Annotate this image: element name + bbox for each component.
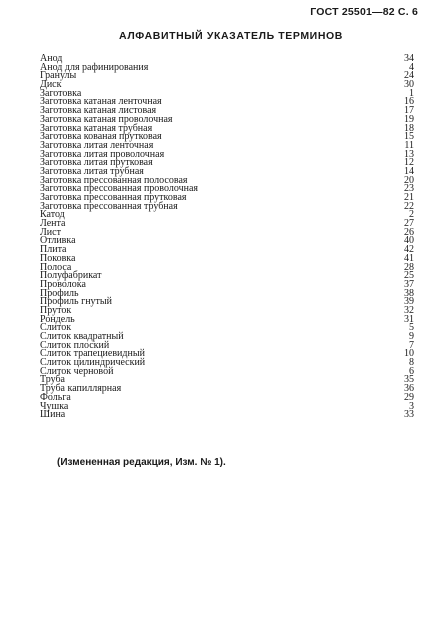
term-page-number: 14 — [404, 165, 414, 177]
term-page-number: 13 — [404, 148, 414, 160]
term-name: Заготовка литая ленточная — [40, 139, 154, 151]
term-page-number: 11 — [404, 139, 414, 151]
term-page-number: 18 — [404, 122, 414, 134]
term-row — [40, 200, 414, 212]
term-name: Пруток — [40, 304, 72, 316]
term-name: Труба — [40, 374, 65, 386]
term-name: Шина — [40, 409, 66, 421]
term-page-number: 5 — [409, 322, 414, 334]
term-page-number: 1 — [409, 87, 414, 99]
term-name: Катод — [40, 209, 65, 221]
term-page-number: 24 — [404, 70, 414, 82]
term-page-number: 29 — [404, 391, 414, 403]
term-name: Слиток плоский — [40, 339, 110, 351]
index-title: АЛФАВИТНЫЙ УКАЗАТЕЛЬ ТЕРМИНОВ — [119, 30, 343, 42]
amendment-note: (Измененная редакция, Изм. № 1). — [57, 457, 226, 468]
term-name: Заготовка литая трубная — [40, 165, 144, 177]
term-row — [40, 220, 414, 229]
term-row — [40, 211, 414, 220]
term-name: Анод для рафинирования — [40, 61, 149, 73]
term-row — [40, 313, 414, 325]
term-name: Профиль — [40, 287, 79, 299]
page-header-standard: ГОСТ 25501—82 С. 6 — [310, 6, 418, 18]
term-page-number: 15 — [404, 131, 414, 143]
term-name: Заготовка — [40, 87, 82, 99]
term-row — [40, 411, 414, 420]
term-page-number: 12 — [404, 157, 414, 169]
term-row — [40, 237, 414, 246]
term-name: Слиток — [40, 322, 72, 334]
term-row — [40, 246, 414, 255]
term-name: Заготовка катаная листовая — [40, 105, 157, 117]
term-row — [40, 272, 414, 281]
term-name: Слиток квадратный — [40, 331, 124, 342]
term-name: Заготовка прессованная проволочная — [40, 183, 198, 195]
term-page-number: 7 — [409, 339, 414, 351]
term-page-number: 6 — [409, 365, 414, 377]
term-name: Проволока — [40, 278, 86, 290]
term-row — [40, 298, 414, 307]
term-name: Поковка — [40, 252, 76, 264]
term-page-number: 16 — [404, 96, 414, 108]
term-page-number: 26 — [404, 226, 414, 238]
term-page-number: 40 — [404, 235, 414, 247]
term-page-number: 27 — [404, 218, 414, 230]
term-page-number: 22 — [404, 200, 414, 212]
term-page-number: 17 — [404, 105, 414, 117]
term-page-number: 21 — [404, 192, 414, 203]
term-name: Чушка — [40, 400, 69, 412]
term-page-number: 36 — [404, 383, 414, 395]
term-page-number: 42 — [404, 244, 414, 256]
term-name: Профиль гнутый — [40, 296, 112, 308]
term-list — [40, 55, 414, 420]
term-page-number: 33 — [404, 409, 414, 421]
term-row — [40, 81, 414, 90]
term-name: Полуфабрикат — [40, 270, 102, 282]
term-name: Заготовка прессованная трубная — [40, 200, 178, 212]
term-name: Фольга — [40, 391, 71, 403]
term-page-number: 4 — [409, 61, 414, 73]
term-page-number: 20 — [404, 174, 414, 186]
term-page-number: 9 — [409, 331, 414, 342]
term-row — [40, 385, 414, 394]
term-row — [40, 391, 414, 403]
term-page-number: 2 — [409, 209, 414, 221]
term-name: Слиток цилиндрический — [40, 357, 146, 369]
term-page-number: 32 — [404, 304, 414, 316]
term-name: Рондель — [40, 313, 75, 325]
term-page-number: 30 — [404, 79, 414, 91]
term-row — [40, 226, 414, 238]
term-page-number: 39 — [404, 296, 414, 308]
term-row — [40, 252, 414, 264]
term-row — [40, 400, 414, 412]
term-page-number: 37 — [404, 278, 414, 290]
term-page-number: 19 — [404, 113, 414, 125]
term-page-number: 10 — [404, 348, 414, 360]
term-page-number: 3 — [409, 400, 414, 412]
term-name: Заготовка литая прутковая — [40, 157, 153, 169]
term-page-number: 25 — [404, 270, 414, 282]
term-row — [40, 278, 414, 290]
term-name: Плита — [40, 244, 67, 256]
term-page-number: 23 — [404, 183, 414, 195]
term-page-number: 34 — [404, 53, 414, 64]
term-name: Лента — [40, 218, 66, 230]
term-row — [40, 304, 414, 316]
term-name: Диск — [40, 79, 62, 91]
term-name: Лист — [40, 226, 61, 238]
term-page-number: 28 — [404, 261, 414, 273]
term-name: Заготовка прессованная прутковая — [40, 192, 187, 203]
term-page-number: 41 — [404, 252, 414, 264]
term-name: Заготовка кованая прутковая — [40, 131, 162, 143]
term-name: Слиток черновой — [40, 365, 114, 377]
term-name: Заготовка катаная проволочная — [40, 113, 173, 125]
term-row — [40, 61, 414, 73]
term-name: Гранулы — [40, 70, 77, 82]
term-name: Заготовка литая проволочная — [40, 148, 165, 160]
term-name: Полоса — [40, 261, 72, 273]
term-name: Отливка — [40, 235, 76, 247]
term-page-number: 38 — [404, 287, 414, 299]
term-row — [40, 72, 414, 81]
term-name: Анод — [40, 53, 63, 64]
term-name: Труба капиллярная — [40, 383, 122, 395]
term-row — [40, 365, 414, 377]
term-page-number: 8 — [409, 357, 414, 369]
term-name: Заготовка катаная ленточная — [40, 96, 162, 108]
term-page-number: 31 — [404, 313, 414, 325]
term-name: Заготовка катаная трубная — [40, 122, 153, 134]
term-name: Слиток трапециевидный — [40, 348, 145, 360]
term-page-number: 35 — [404, 374, 414, 386]
term-name: Заготовка прессованная полосовая — [40, 174, 188, 186]
